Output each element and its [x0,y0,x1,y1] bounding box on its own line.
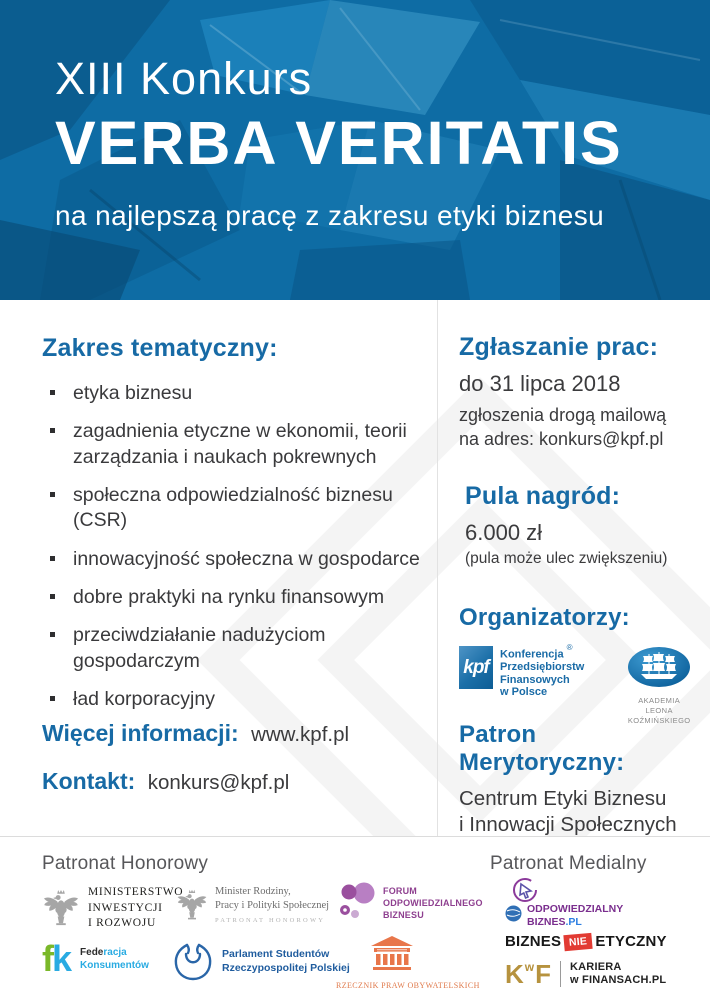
column-divider [437,300,438,836]
submission-heading: Zgłaszanie prac: [459,333,659,361]
kpf-name-line: Przedsiębiorstw [500,661,585,674]
eagle-emblem-icon [42,889,80,927]
psrp-name-line: Parlament Studentów [222,948,330,961]
contact-email: konkurs@kpf.pl [147,771,290,794]
ministry-family-name [215,885,329,912]
submission-note-line2: na adres: konkurs@kpf.pl [459,428,664,449]
topic-item: innowacyjność społeczna w gospodarce [42,547,427,572]
fk-name-part: Fede [80,947,104,958]
odpowiedzialny-biznes-logo [505,877,665,927]
psrp-emblem-icon [172,941,214,983]
alk-logo [614,646,704,726]
ob-name-suffix: .PL [565,915,582,928]
kwf-name [570,961,666,986]
topic-item: ład korporacyjny [42,687,427,712]
alk-caption-line: LEONA KOŹMIŃSKIEGO [627,706,691,726]
rpo-logo [336,935,480,990]
topics-heading: Zakres tematyczny: [42,334,278,362]
ob-name-line1: ODPOWIEDZIALNY [527,903,624,915]
eagle-emblem-icon [176,889,208,921]
fob-name [383,886,483,921]
fob-name-line: BIZNESU [383,909,424,920]
topic-item: społeczna odpowiedzialność biznesu (CSR) [42,483,427,534]
ministry-investment-name [88,885,183,932]
kpf-name-line: Finansowych [500,673,570,686]
mir-name-line: MINISTERSTWO [88,886,184,898]
fob-circles-icon [338,881,378,927]
hero-kicker: XIII Konkurs [55,53,313,104]
more-info-label: Więcej informacji: [42,720,239,746]
ob-name-line2: BIZNES [527,915,566,928]
kwf-name-line2: w FINANSACH.PL [570,974,667,986]
organizers-block [459,604,704,726]
submission-block [459,333,666,452]
fob-logo [338,881,483,927]
honorary-patronage-heading: Patronat Honorowy [42,853,209,874]
topic-item: przeciwdziałanie nadużyciom gospodarczym [42,623,427,674]
rpo-name: RZECZNIK PRAW OBYWATELSKICH [336,981,480,990]
fk-name-part: racja [103,947,127,958]
kpf-logo [459,643,585,699]
ministry-investment-logo [42,885,183,932]
kwf-letter-k: K [505,959,524,989]
mrpips-name-line: Pracy i Polityki Społecznej [215,899,330,911]
media-patronage-heading: Patronat Medialny [490,853,647,874]
psrp-name-line: Rzeczypospolitej Polskiej [222,962,350,974]
mrpips-name-line: Minister Rodziny, [215,886,291,897]
kwf-separator [560,961,561,987]
kpf-logo-name [500,643,585,699]
fk-name-line2: Konsumentów [80,960,149,971]
ob-name [527,903,623,928]
patron-merit-block [459,721,704,836]
kpf-logo-mark: kpf [459,646,493,689]
ministry-family-subtitle: PATRONAT HONOROWY [215,917,326,925]
fk-name [80,946,149,972]
topic-item: zagadnienia etyczne w ekonomii, teorii zarządzania i naukach pokrewnych [42,419,427,470]
bne-text-left: BIZNES [505,933,562,950]
fk-logo [42,938,149,979]
kariera-w-finansach-logo [505,961,666,987]
registered-trademark-icon: ® [566,643,573,652]
rpo-building-icon [369,935,415,971]
organizers-heading: Organizatorzy: [459,604,630,631]
psrp-logo [172,941,350,983]
prize-amount: 6.000 zł [465,520,543,545]
patron-merit-heading: Patron Merytoryczny: [459,721,625,776]
hero-banner [0,0,710,300]
kwf-name-line1: KARIERA [570,961,622,974]
prize-note: (pula może ulec zwiększeniu) [465,550,668,567]
fob-name-line: ODPOWIEDZIALNEGO [383,898,483,909]
topics-list [42,381,427,712]
hero-subtitle: na najlepszą pracę z zakresu etyki biznesu [55,200,605,232]
prize-heading: Pula nagród: [465,482,621,510]
alk-caption-line: AKADEMIA [638,696,681,705]
mir-name-line: INWESTYCJI [88,901,163,914]
fk-letter-k: k [52,938,71,979]
more-info-url: www.kpf.pl [251,723,350,746]
fob-name-line: FORUM [383,886,417,897]
kwf-letter-w: w [524,960,535,974]
main-section [0,300,710,836]
ob-cursor-icon [511,877,539,905]
patron-merit-line1: Centrum Etyki Biznesu [459,787,667,810]
ministry-family-logo [176,885,329,924]
alk-ship-icon [627,646,691,688]
more-info-row [42,720,349,747]
prize-block [459,482,667,568]
fk-letter-f: f [42,938,52,979]
patron-merit-line2: i Innowacji Społecznych [459,813,677,836]
bne-text-right: ETYCZNY [595,933,667,950]
contact-label: Kontakt: [42,768,136,794]
footer-patrons [0,836,710,1001]
kwf-letter-f: F [535,959,552,989]
fk-monogram [42,938,71,979]
psrp-name [222,948,350,975]
topic-item: etyka biznesu [42,381,427,406]
hero-title: VERBA VERITATIS [55,108,623,177]
submission-note-line1: zgłoszenia drogą mailową [459,405,667,425]
biznes-nieetyczny-logo [505,933,667,950]
ob-globe-icon [505,905,522,922]
bne-nie-badge: NIE [564,932,593,950]
kpf-name-line: w Polsce [500,686,548,699]
kpf-name-line: Konferencja [500,648,564,661]
mir-name-line: I ROZWOJU [88,917,156,930]
submission-deadline: do 31 lipca 2018 [459,371,621,396]
topic-item: dobre praktyki na rynku finansowym [42,585,427,610]
contact-row [42,768,289,795]
